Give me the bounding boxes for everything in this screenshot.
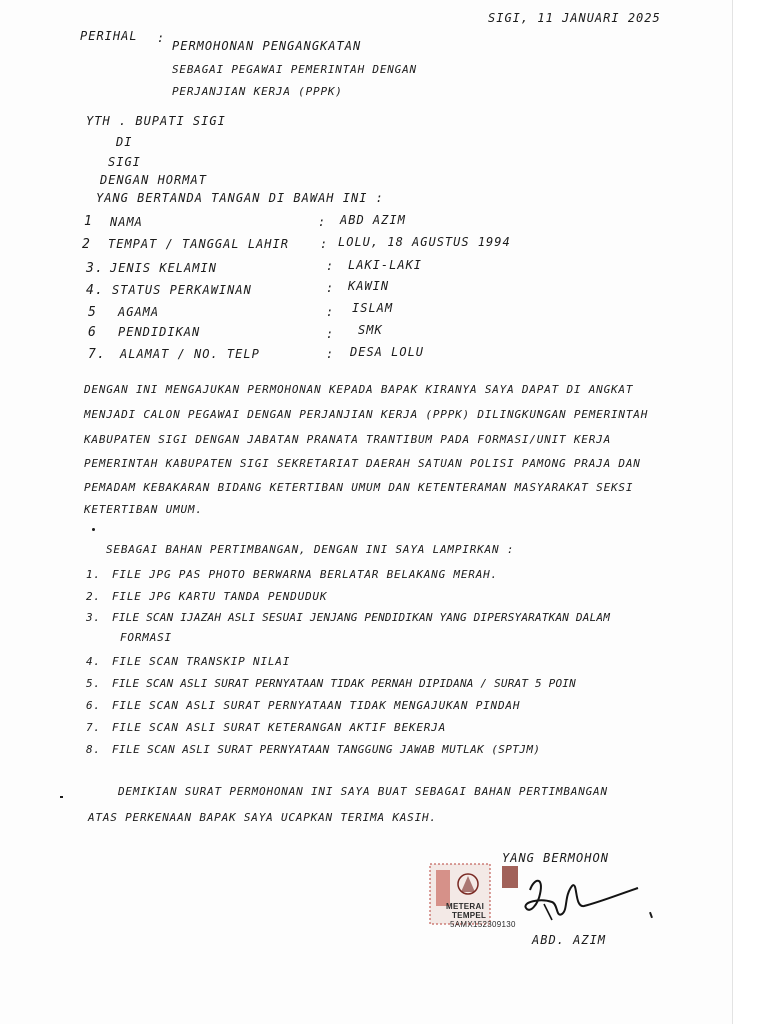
attachment-num: 5.	[86, 677, 101, 690]
identity-num: 5	[88, 305, 98, 320]
identity-label: TEMPAT / TANGGAL LAHIR	[108, 237, 289, 251]
identity-value: ABD AZIM	[340, 213, 406, 227]
identity-label: AGAMA	[118, 305, 160, 319]
ink-dot	[92, 528, 95, 531]
identity-label: JENIS KELAMIN	[110, 261, 217, 275]
attachment-num: 3.	[86, 611, 101, 624]
identity-value: ISLAM	[352, 301, 394, 315]
identity-colon: :	[326, 305, 335, 319]
attachment-item: FILE SCAN IJAZAH ASLI SESUAI JENJANG PENDIDIKAN YANG DIPERSYARATKAN DALAM	[112, 611, 611, 624]
attachment-num: 8.	[86, 743, 101, 756]
stamp-serial: 5AMX152309130	[450, 920, 516, 929]
identity-colon: :	[326, 347, 335, 361]
identity-colon: :	[326, 259, 335, 273]
body-line: PEMERINTAH KABUPATEN SIGI SEKRETARIAT DAERAH SATUAN POLISI PAMONG PRAJA DAN	[84, 457, 641, 470]
closing-line-2: ATAS PERKENAAN BAPAK SAYA UCAPKAN TERIMA KASIH.	[88, 811, 437, 824]
subject-label: PERIHAL	[80, 29, 138, 43]
identity-num: 4.	[86, 283, 105, 298]
identity-value: KAWIN	[348, 279, 390, 293]
identity-value: SMK	[358, 323, 383, 337]
sign-header: YANG BERMOHON	[502, 851, 609, 865]
body-line: PEMADAM KEBAKARAN BIDANG KETERTIBAN UMUM DAN KETENTERAMAN MASYARAKAT SEKSI	[84, 481, 634, 494]
body-line: DENGAN INI MENGAJUKAN PERMOHONAN KEPADA BAPAK KIRANYA SAYA DAPAT DI ANGKAT	[84, 383, 634, 396]
signer-name: ABD. AZIM	[532, 933, 607, 947]
attachment-item: FILE SCAN ASLI SURAT PERNYATAAN TIDAK PERNAH DIPIDANA / SURAT 5 POIN	[112, 677, 576, 690]
identity-num: 3.	[86, 261, 105, 276]
attachment-item: FILE SCAN ASLI SURAT KETERANGAN AKTIF BEKERJA	[112, 721, 447, 734]
ink-dot	[649, 912, 653, 918]
recipient-line-1: YTH . BUPATI SIGI	[86, 114, 226, 128]
attachment-item: FILE JPG PAS PHOTO BERWARNA BERLATAR BELAKANG MERAH.	[112, 568, 498, 581]
identity-label: ALAMAT / NO. TELP	[120, 347, 260, 361]
recipient-line-2: DI	[116, 135, 133, 149]
attachment-item: FORMASI	[120, 631, 172, 644]
scan-margin	[733, 0, 768, 1024]
attachment-item: FILE SCAN ASLI SURAT PERNYATAAN TANGGUNG JAWAB MUTLAK (SPTJM)	[112, 743, 541, 756]
closing-line-1: DEMIKIAN SURAT PERMOHONAN INI SAYA BUAT SEBAGAI BAHAN PERTIMBANGAN	[118, 785, 608, 798]
stamp-line-2: TEMPEL	[452, 911, 487, 920]
subject-line-1: PERMOHONAN PENGANGKATAN	[172, 39, 362, 53]
identity-num: 7.	[88, 347, 107, 362]
identity-num: 2	[82, 237, 92, 252]
attachment-item: FILE JPG KARTU TANDA PENDUDUK	[112, 590, 328, 603]
body-line: KABUPATEN SIGI DENGAN JABATAN PRANATA TRANTIBUM PADA FORMASI/UNIT KERJA	[84, 433, 612, 446]
attachments-intro: SEBAGAI BAHAN PERTIMBANGAN, DENGAN INI SAYA LAMPIRKAN :	[106, 543, 515, 556]
identity-num: 1	[84, 214, 94, 229]
attachment-num: 7.	[86, 721, 101, 734]
subject-colon: :	[157, 31, 166, 45]
identity-label: PENDIDIKAN	[118, 325, 201, 339]
identity-num: 6	[88, 325, 98, 340]
attachment-num: 2.	[86, 590, 101, 603]
stamp-line-1: METERAI	[446, 902, 485, 911]
identity-value: LOLU, 18 AGUSTUS 1994	[338, 235, 511, 249]
identity-colon: :	[326, 327, 335, 341]
body-line: MENJADI CALON PEGAWAI DENGAN PERJANJIAN KERJA (PPPK) DILINGKUNGAN PEMERINTAH	[84, 408, 649, 421]
signature	[500, 868, 640, 928]
attachment-num: 4.	[86, 655, 101, 668]
ink-dot	[60, 796, 63, 798]
greeting: DENGAN HORMAT	[100, 173, 207, 187]
identity-label: NAMA	[110, 215, 143, 229]
identity-value: LAKI-LAKI	[348, 258, 423, 272]
identity-label: STATUS PERKAWINAN	[112, 283, 252, 297]
identity-value: DESA LOLU	[350, 345, 425, 359]
identity-colon: :	[318, 215, 327, 229]
place-date: SIGI, 11 JANUARI 2025	[488, 11, 661, 25]
attachment-num: 6.	[86, 699, 101, 712]
subject-line-2: SEBAGAI PEGAWAI PEMERINTAH DENGAN	[172, 63, 417, 76]
intro-line: YANG BERTANDA TANGAN DI BAWAH INI :	[96, 191, 384, 205]
attachment-item: FILE SCAN ASLI SURAT PERNYATAAN TIDAK MENGAJUKAN PINDAH	[112, 699, 521, 712]
attachment-item: FILE SCAN TRANSKIP NILAI	[112, 655, 291, 668]
identity-colon: :	[326, 281, 335, 295]
attachment-num: 1.	[86, 568, 101, 581]
body-line: KETERTIBAN UMUM.	[84, 503, 203, 516]
subject-line-3: PERJANJIAN KERJA (PPPK)	[172, 85, 343, 98]
identity-colon: :	[320, 237, 329, 251]
recipient-line-3: SIGI	[108, 155, 141, 169]
